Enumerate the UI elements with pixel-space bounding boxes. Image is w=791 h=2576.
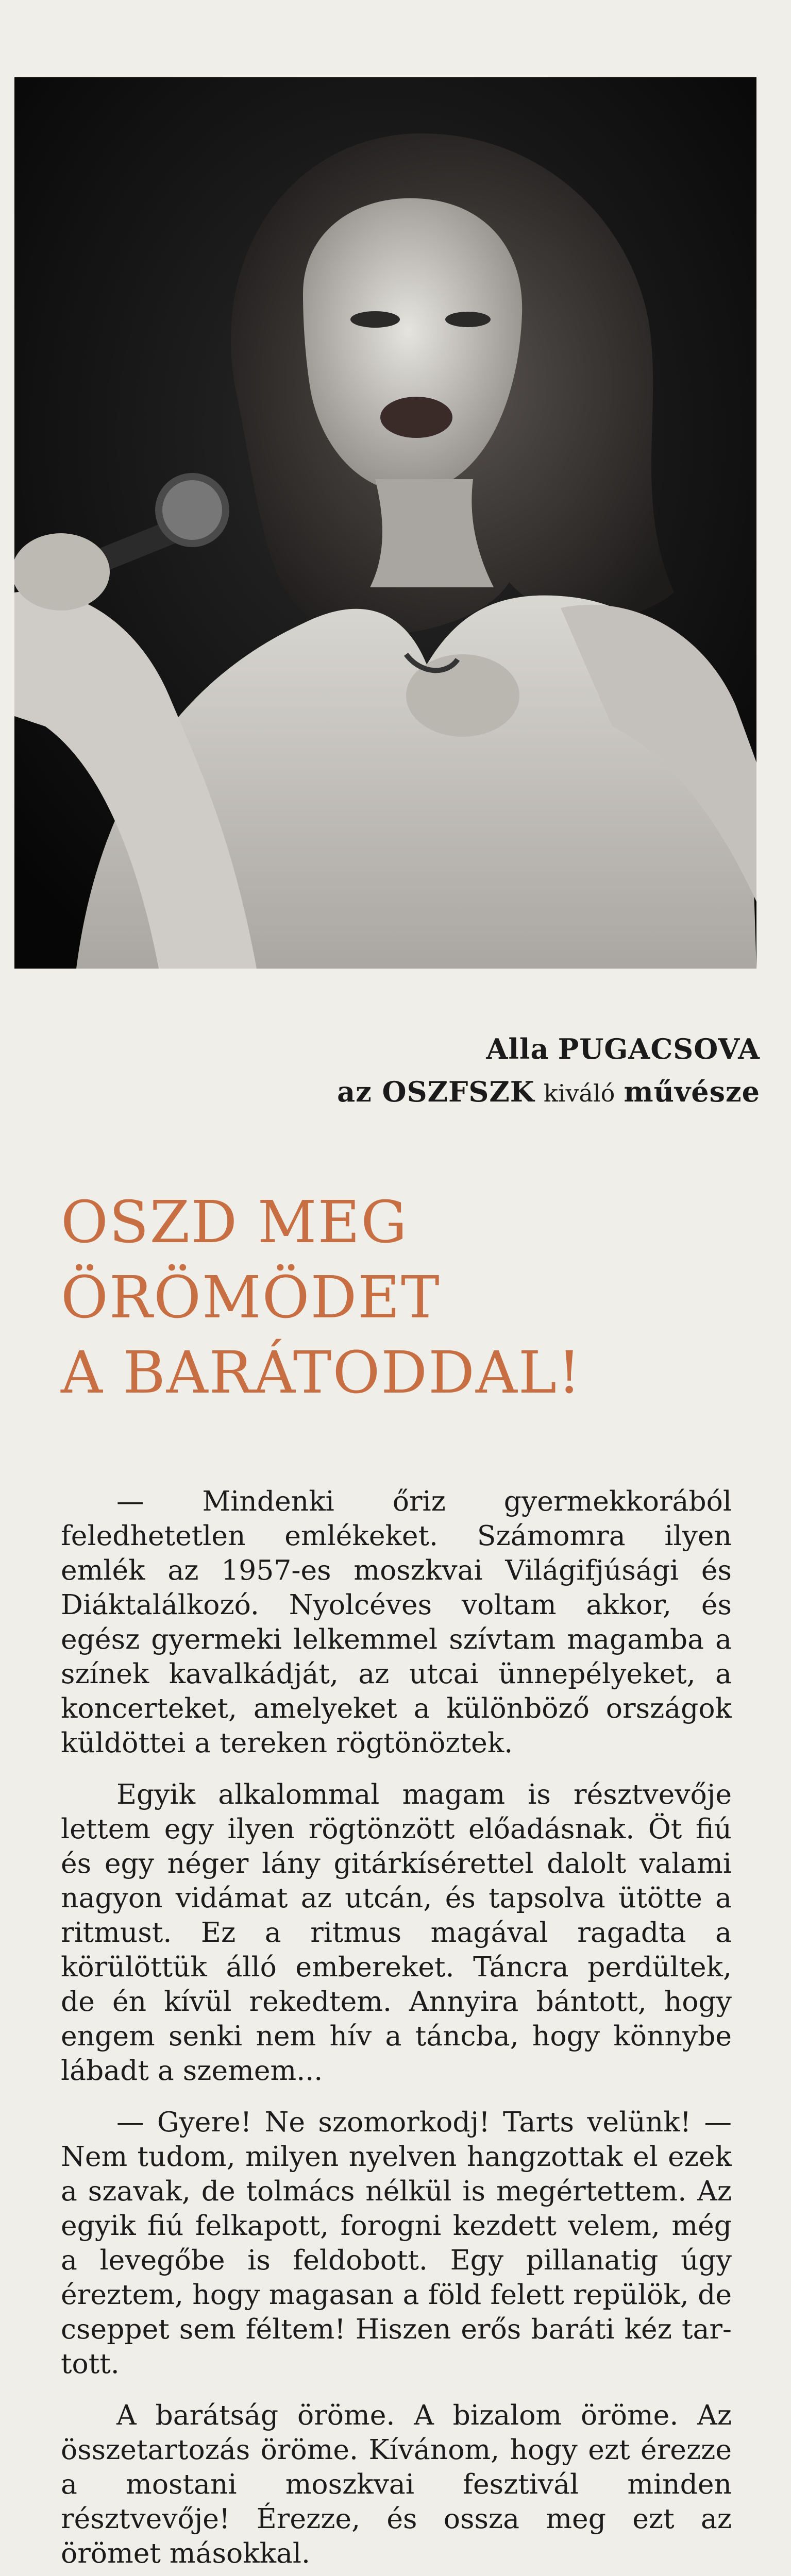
article-headline <box>61 1185 731 1411</box>
caption-end: művésze <box>624 1075 760 1108</box>
caption-line-2 <box>337 1071 760 1114</box>
paragraph-3: — Gyere! Ne szomorkodj! Tarts velünk! — Nem tudom, milyen nyelven hangzottak el ezek a szavak, de tolmács nélkül is megértettem. Az egyik fiú felkapott, forogni kezdett velem, még a levegőbe is feldobott. Egy pillanatig úgy éreztem, hogy magasan a föld felett repülök, de cseppet sem féltem! Hiszen erős baráti kéz tartott. <box>61 2106 732 2380</box>
paragraph-4: A barátság öröme. A bizalom öröme. Az összetartozás öröme. Kívánom, hogy ezt érezze a mostani moszkvai fesztivál minden résztvevője! Érezze, és ossza meg ezt az örömet másokkal. <box>61 2399 732 2569</box>
caption-line-1 <box>337 1028 760 1071</box>
caption-org: az OSZFSZK <box>337 1075 535 1108</box>
singer-photo-illustration <box>14 77 756 969</box>
singer-photo <box>14 77 756 969</box>
paragraph-1: — Mindenki őriz gyermekkorából feledhetetlen emlékeket. Számomra ilyen emlék az 1957-es moszkvai Világifjúsági és Diáktalálkozó. Nyolcéves voltam akkor, és egész gyermeki lelkemmel szívtam magamba a színek kavalkádját, az utcai ünnepélyeket, a koncerteket, amelyeket a különböző országok küldöttei a tereken rögtönöztek. <box>61 1485 732 1759</box>
caption-surname: PUGACSOVA <box>558 1032 760 1065</box>
photo-caption <box>337 1028 760 1114</box>
headline-line-3: A BARÁTODDAL! <box>61 1340 582 1406</box>
headline-line-2: ÖRÖMÖDET <box>61 1264 441 1331</box>
paragraph-2: Egyik alkalommal magam is résztvevője lettem egy ilyen rögtönzött előadásnak. Öt fiú és egy néger lány gitárkísérettel dalolt valami nagyon vidámat az utcán, és tapsolva ütötte a ritmust. Ez a ritmus magával ragadta a körülöttük álló embereket. Táncra perdültek, de én kívül rekedtem. Annyira bántott, hogy engem senki nem hív a táncba, hogy könnybe lábadt a szemem... <box>61 1778 732 2087</box>
caption-word: kiváló <box>543 1079 615 1107</box>
article-body <box>61 1484 732 2576</box>
caption-first-name: Alla <box>486 1032 549 1065</box>
headline-line-1: OSZD MEG <box>61 1189 408 1256</box>
